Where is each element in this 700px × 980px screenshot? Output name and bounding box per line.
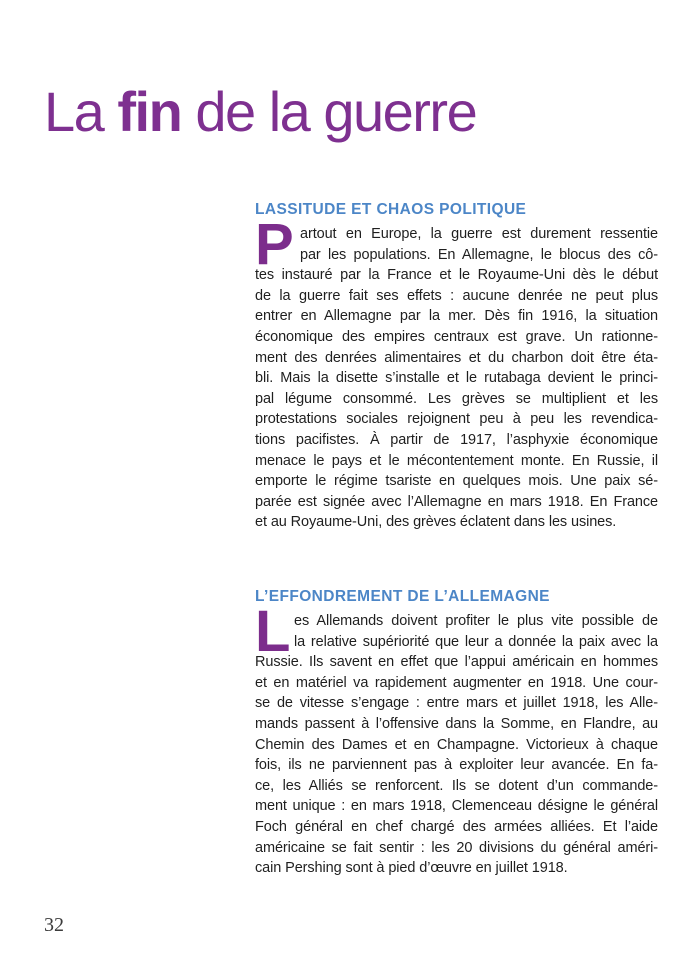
section-effondrement [255, 587, 658, 879]
text-line: Chemin des Dames et en Champagne. Victorieux à chaque [255, 736, 658, 753]
text-line: ce, les Alliés se renforcent. Ils se dotent d’un commande- [255, 777, 658, 794]
text-line: artout en Europe, la guerre est durement ressentie [300, 226, 658, 242]
text-line: fois, ils ne parviennent pas à exploiter leur avancée. En fa- [255, 757, 658, 774]
section-heading: LASSITUDE ET CHAOS POLITIQUE [255, 201, 527, 218]
paragraph [255, 599, 658, 879]
title-segment-post: de la guerre [181, 80, 477, 143]
page-title [44, 80, 477, 143]
text-line: Foch général en chef chargé des armées alliées. Et l’aide [255, 818, 658, 835]
paragraph [255, 212, 658, 533]
drop-cap: P [255, 212, 294, 277]
text-line: la relative supériorité que leur a donnée la paix avec la [294, 633, 658, 650]
text-line: et au Royaume-Uni, des grèves éclatent dans les usines. [255, 514, 617, 531]
text-line: entrer en Allemagne par la mer. Dès fin 1916, la situation [255, 308, 658, 325]
text-line: tions pacifistes. À partir de 1917, l’asphyxie économique [255, 431, 658, 448]
text-line: tes instauré par la France et le Royaume-Uni dès le début [255, 267, 658, 284]
text-line: ment des denrées alimentaires et du charbon doit être éta- [255, 349, 658, 366]
text-line: par les populations. En Allemagne, le blocus des cô- [300, 246, 658, 263]
text-line: protestations sociales rejoignent peu à peu les revendica- [255, 411, 658, 428]
text-line: de la guerre fait ses effets : aucune denrée ne peut plus [255, 287, 658, 304]
text-line: menace le pays et le mécontentement monte. En Russie, il [255, 452, 658, 469]
text-line: emporte le régime tsariste en quelques mois. Une paix sé- [255, 473, 658, 490]
text-line: cain Pershing sont à pied d’œuvre en juillet 1918. [255, 860, 568, 877]
text-line: ment unique : en mars 1918, Clemenceau désigne le général [255, 798, 658, 815]
title-segment-bold: fin [117, 80, 182, 143]
drop-cap: L [255, 599, 291, 664]
text-line: mands passent à l’offensive dans la Somme, en Flandre, au [255, 715, 658, 732]
paragraph-lines [255, 611, 658, 879]
title-segment-pre: La [44, 80, 118, 143]
text-line: parée est signée avec l’Allemagne en mars 1918. En France [255, 493, 658, 510]
paragraph-lines [255, 224, 658, 533]
text-line: es Allemands doivent profiter le plus vite possible de [294, 613, 658, 629]
section-heading: L’EFFONDREMENT DE L’ALLEMAGNE [255, 588, 550, 605]
page-number: 32 [44, 914, 64, 936]
text-line: bli. Mais la disette s’installe et le rutabaga devient le princi- [255, 370, 658, 387]
text-line: pal légume consommé. Les grèves se multiplient et les [255, 390, 658, 407]
text-line: et en matériel va rapidement augmenter en 1918. Une cour- [255, 674, 658, 691]
text-line: Russie. Ils savent en effet que l’appui américain en hommes [255, 654, 658, 671]
text-line: économique des empires centraux est grave. Un rationne- [255, 328, 658, 345]
text-line: américaine se fait sentir : les 20 divisions du général améri- [255, 839, 658, 856]
section-lassitude [255, 200, 658, 533]
text-line: se de vitesse s’engage : entre mars et juillet 1918, les Alle- [255, 695, 658, 712]
